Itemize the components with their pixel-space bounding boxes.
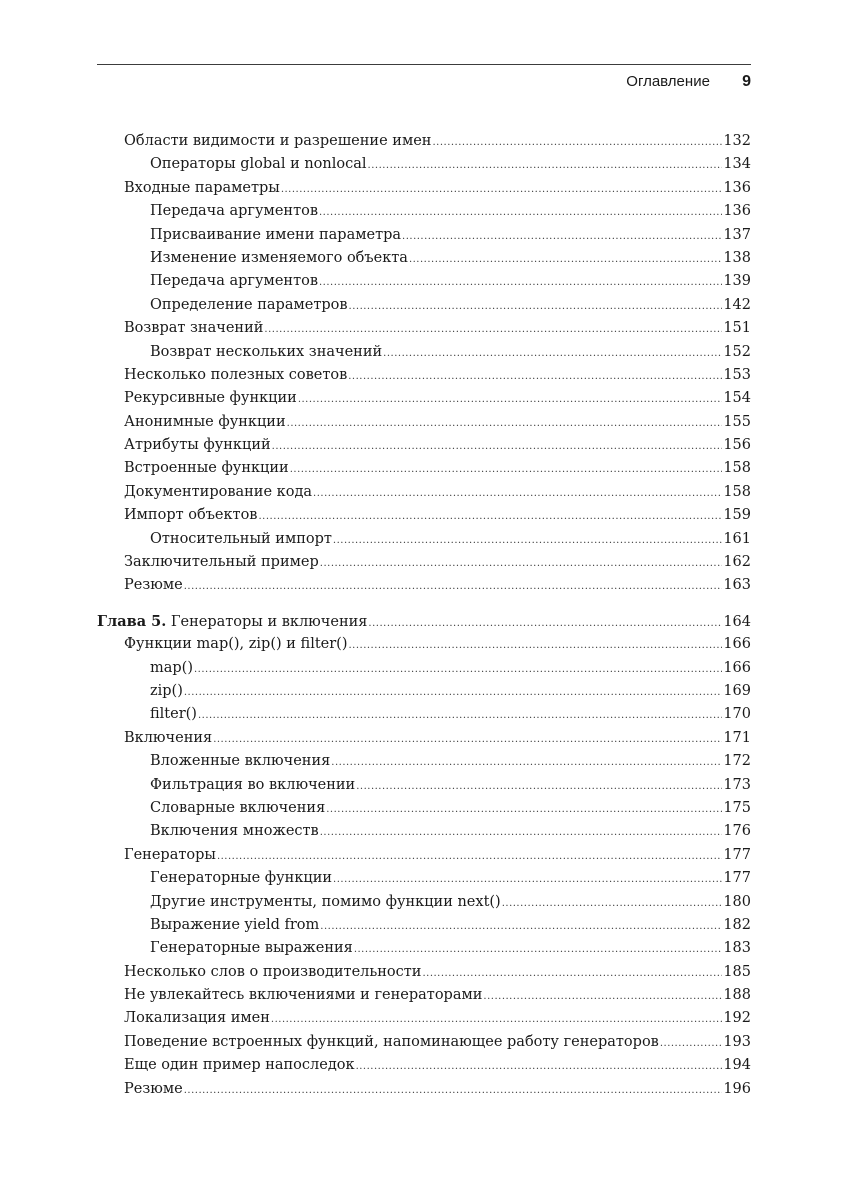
toc-entry-title: Словарные включения — [150, 799, 326, 816]
dot-leader — [184, 681, 722, 704]
toc-entry-label — [150, 867, 332, 890]
toc-entry-title: Области видимости и разрешение имен — [124, 133, 432, 149]
toc-page-number: 137 — [723, 226, 751, 243]
toc-page-number: 154 — [723, 390, 751, 407]
toc-entry-label — [124, 504, 257, 527]
toc-entry-label — [124, 551, 319, 574]
toc-page-number: 194 — [723, 1057, 751, 1074]
toc-entry[interactable] — [97, 481, 751, 504]
toc-entry-title: Включения множеств — [150, 823, 319, 840]
toc-entry[interactable] — [97, 457, 751, 480]
toc-page-number: 172 — [723, 753, 751, 770]
toc-entry[interactable] — [97, 130, 751, 153]
dot-leader — [320, 821, 723, 844]
toc-page-number: 142 — [723, 296, 751, 313]
dot-leader — [349, 295, 723, 318]
dot-leader — [326, 798, 722, 821]
toc-entry-title: Другие инструменты, помимо функции next() — [150, 893, 501, 910]
running-header-title: Оглавление — [626, 73, 710, 90]
toc-entry-label — [124, 481, 312, 504]
toc-page-number: 177 — [723, 870, 751, 887]
dot-leader — [432, 131, 722, 154]
toc-entry[interactable] — [97, 411, 751, 434]
dot-leader — [184, 1079, 723, 1102]
toc-entry-label — [124, 1078, 183, 1101]
toc-page-number: 182 — [723, 916, 751, 933]
dot-leader — [287, 412, 723, 435]
toc-page-number: 136 — [723, 179, 751, 196]
toc-entry-label — [150, 657, 193, 680]
toc-entry-title: Рекурсивные функции — [124, 390, 297, 407]
toc-entry-title: filter() — [150, 706, 197, 723]
toc-entry-label — [124, 434, 271, 457]
running-header — [626, 70, 751, 94]
toc-entry-title: Операторы global и nonlocal — [150, 156, 367, 173]
dot-leader — [298, 388, 722, 411]
toc-entry-label — [150, 774, 355, 797]
toc-page-number: 156 — [723, 437, 751, 454]
toc-page-number: 196 — [723, 1080, 751, 1097]
toc-page-number: 193 — [723, 1033, 751, 1050]
toc-entry-title: Определение параметров — [150, 296, 348, 313]
toc-entry-title: Анонимные функции — [124, 413, 286, 430]
toc-entry-label — [150, 200, 318, 223]
dot-leader — [383, 342, 722, 365]
toc-page-number: 176 — [723, 823, 751, 840]
dot-leader — [368, 612, 722, 635]
toc-entry[interactable] — [97, 820, 751, 843]
toc-entry[interactable] — [97, 270, 751, 293]
toc-entry-label — [97, 610, 367, 634]
toc-entry-title: Поведение встроенных функций, напоминающее работу генераторов — [124, 1033, 659, 1050]
dot-leader — [502, 892, 723, 915]
toc-entry-label — [124, 727, 212, 750]
toc-page-number: 161 — [723, 530, 751, 547]
toc-entry-title: Еще один пример напоследок — [124, 1057, 355, 1074]
toc-entry-label — [150, 294, 348, 317]
dot-leader — [213, 728, 722, 751]
toc-page-number: 155 — [723, 413, 751, 430]
toc-entry[interactable] — [97, 657, 751, 680]
toc-entry[interactable] — [97, 317, 751, 340]
toc-entry-label — [124, 1007, 270, 1030]
toc-entry-title: Присваивание имени параметра — [150, 226, 402, 243]
toc-entry[interactable] — [97, 1054, 751, 1077]
toc-entry-title: Входные параметры — [124, 179, 280, 196]
toc-entry-label — [150, 224, 401, 247]
toc-entry-title: Возврат значений — [124, 320, 264, 337]
toc-entry-title: map() — [150, 659, 193, 676]
toc-entry[interactable] — [97, 680, 751, 703]
toc-entry-label — [124, 130, 431, 153]
toc-entry[interactable] — [97, 434, 751, 457]
dot-leader — [272, 435, 723, 458]
toc-entry[interactable] — [97, 750, 751, 773]
toc-entry-label — [150, 891, 501, 914]
toc-entry-label — [124, 1054, 355, 1077]
toc-entry[interactable] — [97, 364, 751, 387]
toc-entry[interactable] — [97, 177, 751, 200]
toc-entry-label — [124, 457, 289, 480]
toc-entry-title: Импорт объектов — [124, 507, 258, 524]
toc-entry-label — [124, 1031, 659, 1054]
toc-entry-title: Передача аргументов — [150, 203, 318, 220]
dot-leader — [402, 225, 722, 248]
header-rule — [97, 64, 751, 65]
toc-entry-label — [124, 984, 482, 1007]
dot-leader — [354, 938, 723, 961]
toc-entry-label — [124, 317, 263, 340]
toc-entry-title: Фильтрация во включении — [150, 776, 356, 793]
toc-entry[interactable] — [97, 1031, 751, 1054]
dot-leader — [483, 985, 722, 1008]
toc-entry-label — [124, 574, 183, 597]
toc-page-number: 185 — [723, 963, 751, 980]
toc-entry[interactable] — [97, 1078, 751, 1101]
toc-entry-label — [124, 387, 297, 410]
toc-entry-label — [124, 633, 347, 656]
toc-page-number: 159 — [723, 507, 751, 524]
toc-entry-label — [124, 177, 280, 200]
toc-entry-title: Документирование кода — [124, 483, 313, 500]
toc-page-number: 177 — [723, 846, 751, 863]
toc-entry-label — [150, 680, 183, 703]
dot-leader — [333, 868, 722, 891]
toc-page-number: 171 — [723, 729, 751, 746]
dot-leader — [356, 775, 722, 798]
dot-leader — [264, 318, 722, 341]
toc-entry[interactable] — [97, 961, 751, 984]
toc-entry-title: Вложенные включения — [150, 753, 331, 770]
toc-entry-title: Заключительный пример — [124, 554, 319, 571]
toc-entry-title: Функции map(), zip() и filter() — [124, 636, 348, 653]
dot-leader — [409, 248, 722, 271]
dot-leader — [290, 458, 723, 481]
toc-page-number: 188 — [723, 987, 751, 1004]
toc-entry-title: Генераторные выражения — [150, 940, 353, 957]
dot-leader — [368, 154, 723, 177]
toc-page-number: 152 — [723, 343, 751, 360]
toc-page-number: 139 — [723, 273, 751, 290]
toc-chapter-entry[interactable] — [97, 610, 751, 633]
toc-page-number: 163 — [723, 577, 751, 594]
toc-entry-title: zip() — [150, 682, 183, 699]
dot-leader — [319, 201, 722, 224]
toc-page-number: 183 — [723, 940, 751, 957]
dot-leader — [319, 271, 722, 294]
toc-entry-title: Генераторы — [124, 846, 216, 863]
toc-page-number: 153 — [723, 366, 751, 383]
toc-page-number: 162 — [723, 554, 751, 571]
toc-page-number: 166 — [723, 659, 751, 676]
toc-entry-title: Встроенные функции — [124, 460, 289, 477]
toc-entry-title: Выражение yield from — [150, 916, 320, 933]
toc-entry[interactable] — [97, 774, 751, 797]
dot-leader — [217, 845, 722, 868]
dot-leader — [348, 365, 722, 388]
dot-leader — [422, 962, 722, 985]
dot-leader — [194, 658, 722, 681]
toc-entry[interactable] — [97, 727, 751, 750]
dot-leader — [331, 751, 722, 774]
toc-entry-title: Генераторы и включения — [170, 613, 368, 630]
toc-entry[interactable] — [97, 914, 751, 937]
dot-leader — [198, 704, 722, 727]
toc-entry[interactable] — [97, 703, 751, 726]
toc-entry[interactable] — [97, 224, 751, 247]
toc-entry-label — [124, 961, 421, 984]
toc-entry[interactable] — [97, 937, 751, 960]
toc-page-number: 151 — [723, 320, 751, 337]
toc-entry[interactable] — [97, 844, 751, 867]
toc-entry-label — [124, 411, 286, 434]
dot-leader — [356, 1055, 723, 1078]
toc-page-number: 136 — [723, 203, 751, 220]
dot-leader — [313, 482, 722, 505]
toc-entry-label — [150, 341, 382, 364]
toc-page-number: 170 — [723, 706, 751, 723]
toc-entry[interactable] — [97, 867, 751, 890]
toc-entry-title: Несколько полезных советов — [124, 366, 348, 383]
toc-entry[interactable] — [97, 341, 751, 364]
toc-entry-title: Резюме — [124, 1080, 183, 1097]
toc-entry[interactable] — [97, 633, 751, 656]
toc-entry[interactable] — [97, 797, 751, 820]
toc-entry-label — [150, 937, 353, 960]
dot-leader — [320, 552, 723, 575]
toc-entry-label — [150, 914, 319, 937]
toc-page-number: 180 — [723, 893, 751, 910]
toc-entry-title: Несколько слов о производительности — [124, 963, 422, 980]
toc-entry-label — [124, 364, 347, 387]
table-of-contents — [97, 130, 751, 1101]
toc-entry[interactable] — [97, 984, 751, 1007]
toc-entry-title: Генераторные функции — [150, 870, 333, 887]
toc-entry-title: Атрибуты функций — [124, 437, 271, 454]
toc-page-number: 158 — [723, 460, 751, 477]
toc-entry-label — [150, 797, 325, 820]
toc-page-number: 166 — [723, 636, 751, 653]
toc-entry[interactable] — [97, 387, 751, 410]
toc-entry-label — [150, 703, 197, 726]
chapter-number: Глава 5. — [97, 612, 167, 630]
toc-entry-title: Изменение изменяемого объекта — [150, 249, 408, 266]
dot-leader — [320, 915, 722, 938]
toc-entry-title: Резюме — [124, 577, 183, 594]
toc-entry[interactable] — [97, 200, 751, 223]
dot-leader — [348, 634, 722, 657]
dot-leader — [660, 1032, 722, 1055]
toc-page-number: 132 — [723, 133, 751, 149]
toc-entry-label — [150, 247, 408, 270]
toc-page-number: 173 — [723, 776, 751, 793]
toc-entry-label — [150, 750, 330, 773]
dot-leader — [258, 505, 722, 528]
toc-page-number: 134 — [723, 156, 751, 173]
toc-entry[interactable] — [97, 247, 751, 270]
toc-entry[interactable] — [97, 294, 751, 317]
toc-page-number: 192 — [723, 1010, 751, 1027]
dot-leader — [184, 575, 723, 598]
page-number: 9 — [742, 73, 751, 90]
toc-entry-title: Не увлекайтесь включениями и генераторами — [124, 987, 483, 1004]
toc-entry[interactable] — [97, 891, 751, 914]
toc-entry[interactable] — [97, 528, 751, 551]
toc-entry[interactable] — [97, 504, 751, 527]
toc-page-number: 138 — [723, 249, 751, 266]
toc-entry-title: Включения — [124, 729, 213, 746]
toc-entry-label — [150, 153, 367, 176]
toc-entry-title: Локализация имен — [124, 1010, 270, 1027]
toc-entry[interactable] — [97, 153, 751, 176]
toc-page-number: 169 — [723, 682, 751, 699]
dot-leader — [271, 1008, 722, 1031]
chapter-gap — [97, 598, 751, 610]
dot-leader — [333, 529, 722, 552]
toc-entry-label — [124, 844, 216, 867]
toc-entry[interactable] — [97, 551, 751, 574]
toc-entry[interactable] — [97, 574, 751, 597]
toc-entry-label — [150, 820, 319, 843]
toc-entry-label — [150, 270, 318, 293]
toc-entry[interactable] — [97, 1007, 751, 1030]
toc-entry-title: Возврат нескольких значений — [150, 343, 383, 360]
toc-page-number: 164 — [723, 613, 751, 630]
toc-entry-label — [150, 528, 332, 551]
toc-page-number: 175 — [723, 799, 751, 816]
toc-entry-title: Передача аргументов — [150, 273, 318, 290]
toc-page-number: 158 — [723, 483, 751, 500]
dot-leader — [281, 178, 722, 201]
toc-entry-title: Относительный импорт — [150, 530, 332, 547]
